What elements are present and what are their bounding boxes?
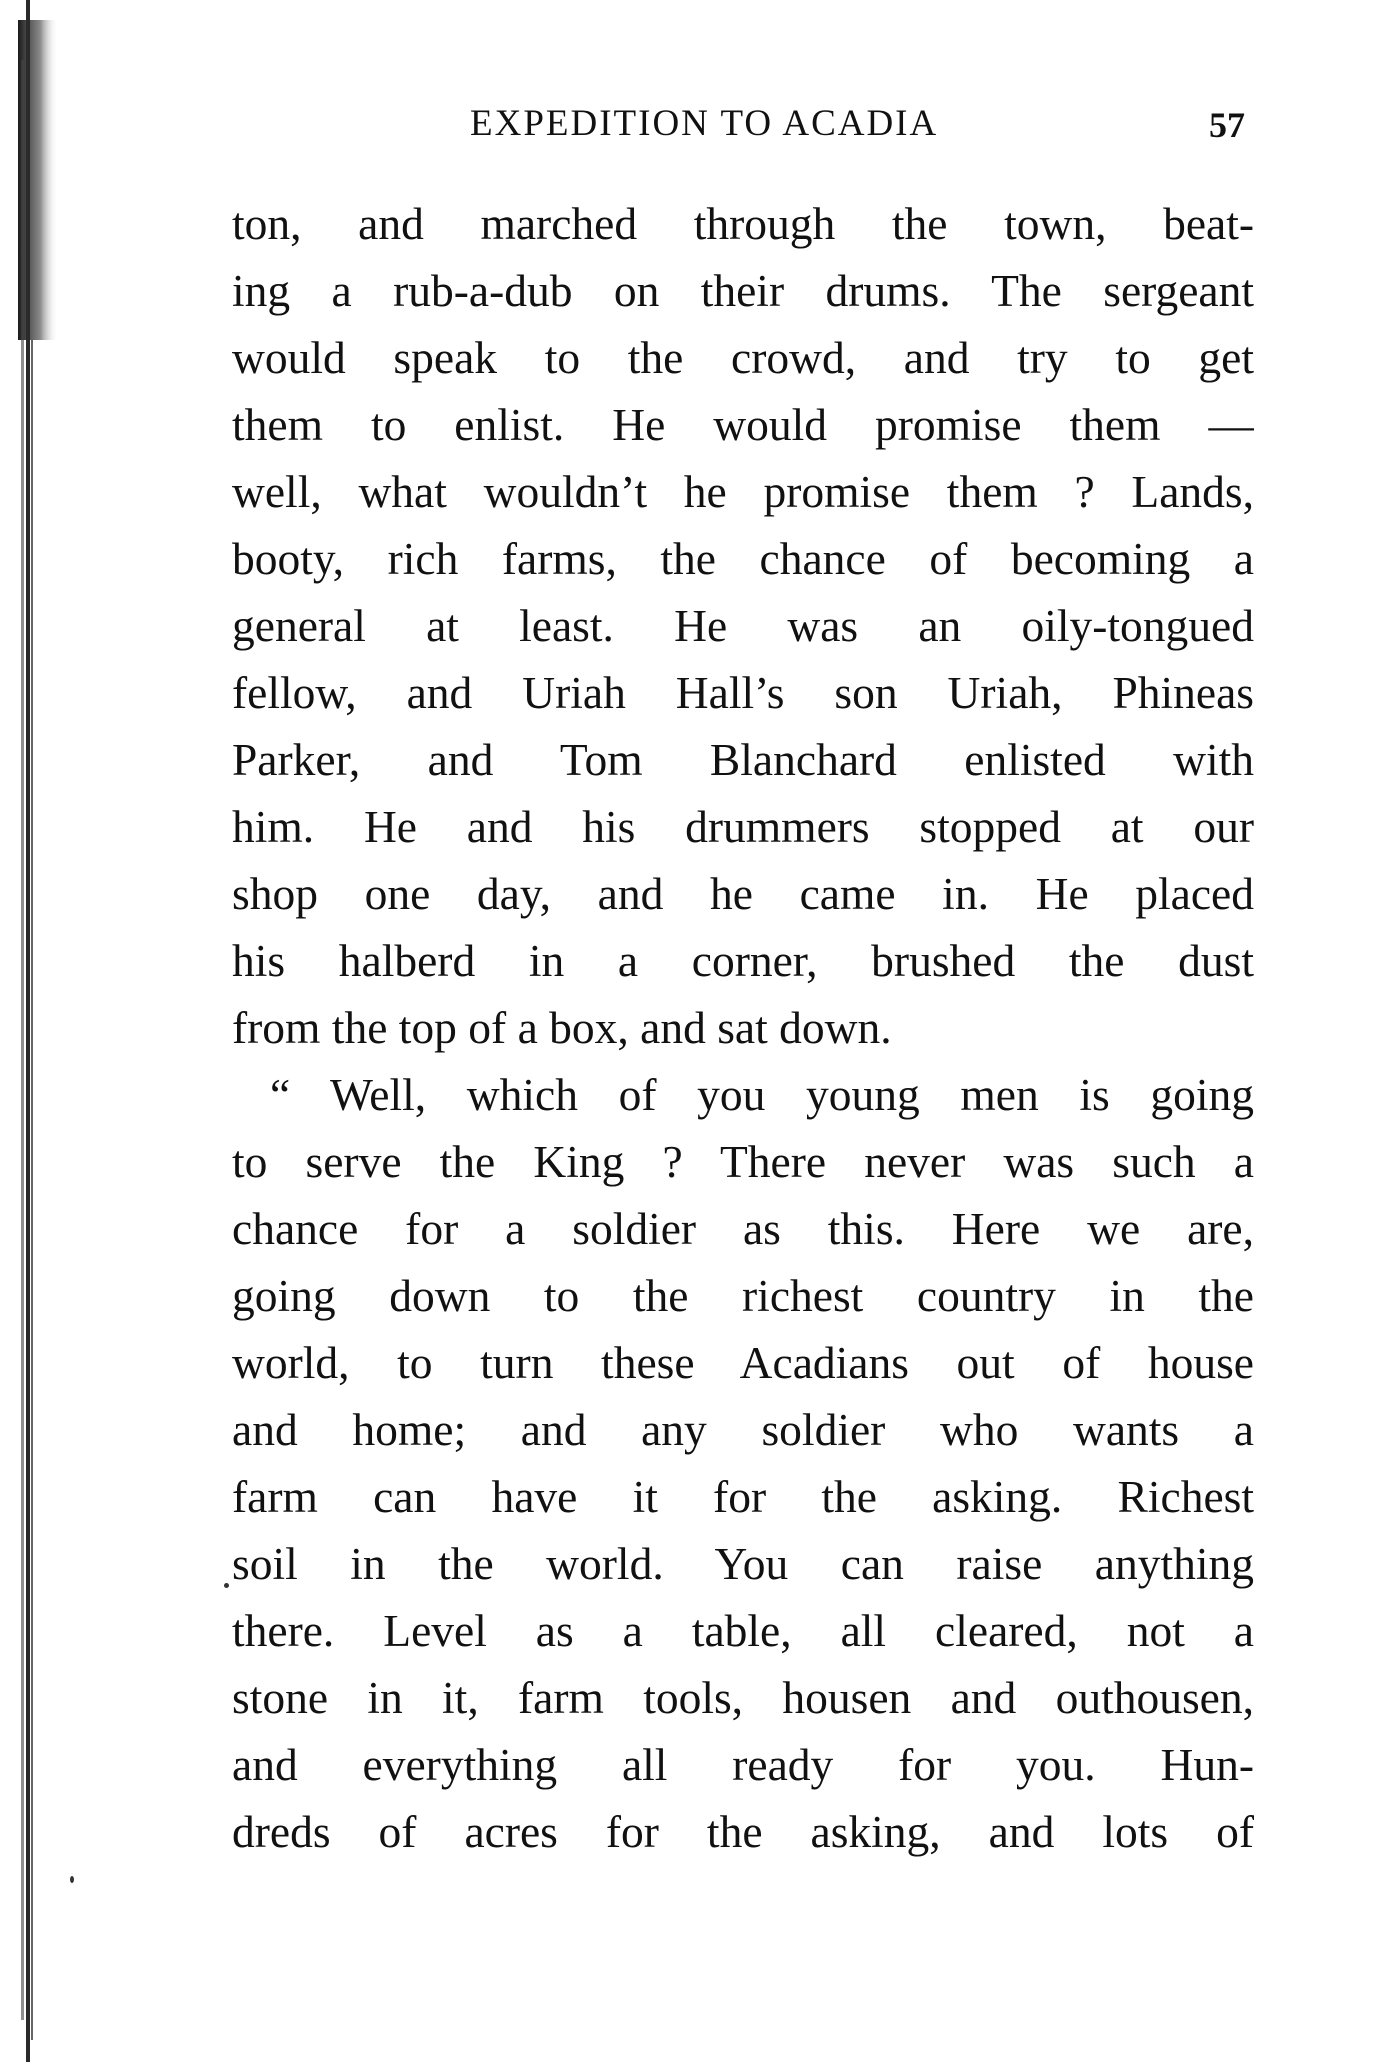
running-head: EXPEDITION TO ACADIA [470,103,939,144]
text-line: from the top of a box, and sat down. [232,1002,892,1053]
binding-shadow [18,0,58,2062]
text-line: soil in the world. You can raise anything [232,1538,1254,1589]
text-line: well, what wouldn’t he promise them ? Lands, [232,466,1254,517]
text-line: would speak to the crowd, and try to get [232,332,1254,383]
text-line: general at least. He was an oily-tongued [232,600,1254,651]
text-line: “ Well, which of you young men is going [270,1069,1254,1120]
text-line: and home; and any soldier who wants a [232,1404,1254,1455]
text-line: them to enlist. He would promise them — [232,399,1254,450]
text-line: to serve the King ? There never was such a [232,1136,1254,1187]
text-line: him. He and his drummers stopped at our [232,801,1254,852]
text-line: fellow, and Uriah Hall’s son Uriah, Phineas [232,667,1254,718]
text-line: Parker, and Tom Blanchard enlisted with [232,734,1254,785]
text-line: world, to turn these Acadians out of house [232,1337,1254,1388]
ink-speck [70,1876,74,1883]
body-text [232,190,1254,1865]
text-line: chance for a soldier as this. Here we are, [232,1203,1254,1254]
text-line: his halberd in a corner, brushed the dust [232,935,1254,986]
text-line: there. Level as a table, all cleared, not a [232,1605,1254,1656]
text-line: ing a rub-a-dub on their drums. The sergeant [232,265,1254,316]
text-line: farm can have it for the asking. Richest [232,1471,1254,1522]
page-number: 57 [1209,105,1245,145]
text-line: dreds of acres for the asking, and lots of [232,1806,1254,1857]
text-line: shop one day, and he came in. He placed [232,868,1254,919]
text-line: and everything all ready for you. Hun- [232,1739,1254,1790]
text-line: stone in it, farm tools, housen and outhousen, [232,1672,1254,1723]
text-line: booty, rich farms, the chance of becoming a [232,533,1254,584]
text-line: going down to the richest country in the [232,1270,1254,1321]
text-line: ton, and marched through the town, beat- [232,198,1254,249]
page-binding-edge [18,0,58,2062]
page-header [0,96,1397,156]
ink-speck [224,1583,229,1588]
